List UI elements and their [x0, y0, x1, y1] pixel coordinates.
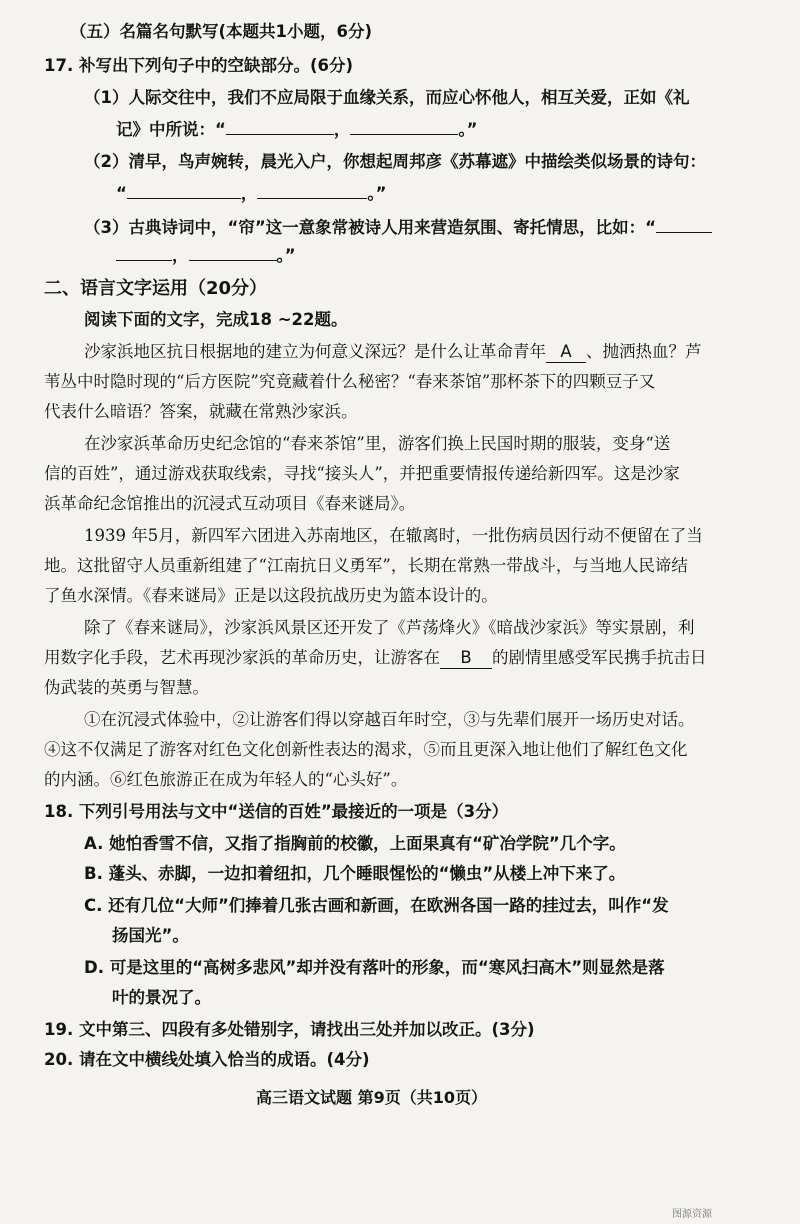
- question-18-stem: 18. 下列引号用法与文中“送信的百姓”最接近的一项是（3分）: [44, 802, 509, 821]
- passage-para3-line3: 了鱼水深情。《春来谜局》正是以这段抗战历史为篮本设计的。: [44, 586, 498, 605]
- watermark-stamp: 图源资源: [672, 1209, 712, 1220]
- answer-blank[interactable]: [116, 246, 172, 261]
- q17-part3-line1: [84, 218, 712, 237]
- q17-part2-line2: [116, 184, 386, 203]
- q18-option-d[interactable]: D. 可是这里的“高树多悲风”却并没有落叶的形象，而“寒风扫高木”则显然是落: [84, 958, 665, 977]
- passage-text: 、抛洒热血？芦: [586, 342, 702, 361]
- q18-option-b[interactable]: B. 蓬头、赤脚，一边扣着纽扣，几个睡眼惺忪的“懒虫”从楼上冲下来了。: [84, 864, 626, 883]
- q17-part2-text-b: ，: [240, 184, 258, 203]
- passage-para5-line1: ①在沉浸式体验中，②让游客们得以穿越百年时空，③与先辈们展开一场历史对话。: [84, 710, 695, 729]
- q17-part2-text-a: “: [116, 184, 127, 203]
- reading-intro: 阅读下面的文字，完成18 ~22题。: [84, 310, 348, 329]
- question-20: 20. 请在文中横线处填入恰当的成语。(4分): [44, 1050, 370, 1069]
- passage-para4-line3: 伪武装的英勇与智慧。: [44, 678, 209, 697]
- q17-part1-line1: （1）人际交往中，我们不应局限于血缘关系，而应心怀他人，相互关爱，正如《礼: [84, 88, 690, 107]
- q17-part3-text-b: 。”: [276, 246, 296, 265]
- section-heading-2: 二、语言文字运用（20分）: [44, 278, 268, 299]
- page-footer: 高三语文试题 第9页（共10页）: [256, 1088, 487, 1107]
- passage-para3-line1: 1939 年5月，新四军六团进入苏南地区，在辙离时，一批伤病员因行动不便留在了当: [84, 526, 703, 545]
- passage-para2-line1: 在沙家浜革命历史纪念馆的“春来茶馆”里，游客们换上民国时期的服装，变身“送: [84, 434, 671, 453]
- passage-text: 用数字化手段，艺术再现沙家浜的革命历史，让游客在: [44, 648, 440, 667]
- passage-para5-line3: 的内涵。⑥红色旅游正在成为年轻人的“心头好”。: [44, 770, 408, 789]
- answer-blank[interactable]: [350, 120, 458, 135]
- q17-part2-line1: （2）清早，鸟声婉转，晨光入户，你想起周邦彦《苏幕遮》中描绘类似场景的诗句：: [84, 152, 706, 171]
- answer-blank[interactable]: [127, 184, 241, 199]
- passage-para5-line2: ④这不仅满足了游客对红色文化创新性表达的渴求，⑤而且更深入地让他们了解红色文化: [44, 740, 688, 759]
- answer-blank[interactable]: [189, 246, 277, 261]
- q17-part3-line2: [116, 246, 296, 265]
- answer-blank[interactable]: [226, 120, 334, 135]
- q18-option-a[interactable]: A. 她怕香雪不信，又指了指胸前的校徽，上面果真有“矿冶学院”几个字。: [84, 834, 626, 853]
- q17-part1-text-a: 记》中所说：“: [116, 120, 226, 139]
- q18-option-c[interactable]: C. 还有几位“大师”们捧着几张古画和新画，在欧洲各国一路的挂过去，叫作“发: [84, 896, 669, 915]
- passage-para2-line3: 浜革命纪念馆推出的沉浸式互动项目《春来谜局》。: [44, 494, 416, 513]
- q18-option-d-cont: 叶的景况了。: [112, 988, 211, 1007]
- passage-text: 的剧情里感受军民携手抗击日: [492, 648, 707, 667]
- q17-part1-text-b: ，: [333, 120, 351, 139]
- passage-para4-line1: 除了《春来谜局》，沙家浜风景区还开发了《芦荡烽火》《暗战沙家浜》等实景剧，利: [84, 618, 695, 637]
- passage-para2-line2: 信的百姓”，通过游戏获取线索，寻找“接头人”，并把重要情报传递给新四军。这是沙家: [44, 464, 680, 483]
- passage-para3-line2: 地。这批留守人员重新组建了“江南抗日义勇军”，长期在常熟一带战斗，与当地人民谛结: [44, 556, 688, 575]
- passage-para1-line1: [84, 344, 702, 363]
- q17-part1-line2: [116, 120, 477, 139]
- passage-para1-line2: 苇丛中时隐时现的“后方医院”究竟藏着什么秘密？“春来茶馆”那杯茶下的四颗豆子又: [44, 372, 656, 391]
- question-19: 19. 文中第三、四段有多处错别字，请找出三处并加以改正。(3分): [44, 1020, 535, 1039]
- blank-b[interactable]: B: [440, 650, 492, 669]
- passage-para4-line2: [44, 650, 707, 669]
- passage-para1-line3: 代表什么暗语？答案，就藏在常熟沙家浜。: [44, 402, 358, 421]
- question-17-stem: 17. 补写出下列句子中的空缺部分。(6分): [44, 56, 354, 75]
- section-heading-5: （五）名篇名句默写(本题共1小题，6分): [70, 22, 373, 41]
- q17-part3-text-a: ，: [172, 246, 189, 265]
- answer-blank[interactable]: [257, 184, 367, 199]
- q17-part1-text-c: 。”: [458, 120, 478, 139]
- q18-option-c-cont: 扬国光”。: [112, 926, 189, 945]
- passage-text: 沙家浜地区抗日根据地的建立为何意义深远？是什么让革命青年: [84, 342, 546, 361]
- q17-part2-text-c: 。”: [367, 184, 387, 203]
- q17-part3-text: （3）古典诗词中，“帘”这一意象常被诗人用来营造氛围、寄托情思，比如：“: [84, 218, 657, 237]
- answer-blank[interactable]: [656, 218, 712, 233]
- blank-a[interactable]: A: [546, 344, 586, 363]
